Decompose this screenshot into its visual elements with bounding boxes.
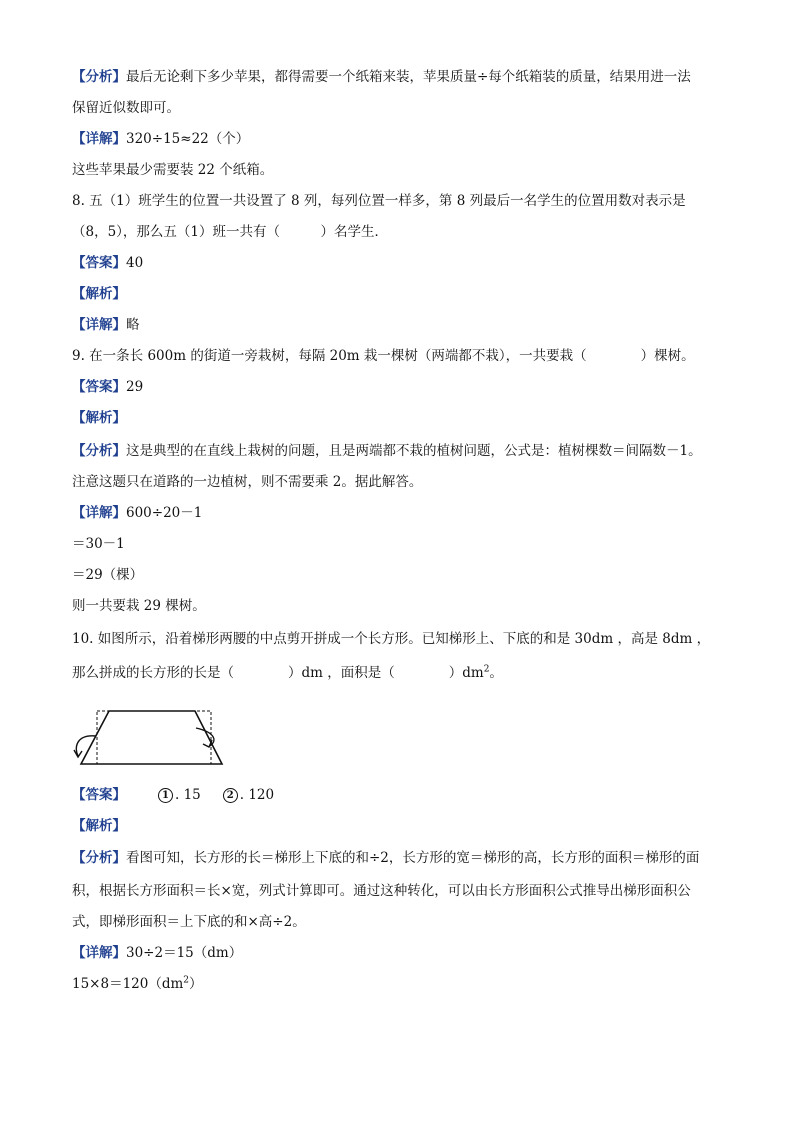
prev-analysis-line1: 【分析】最后无论剩下多少苹果，都得需要一个纸箱来装，苹果质量÷每个纸箱装的质量，结果用进一法 [72,69,691,85]
q9-step2: ＝30－1 [72,536,125,552]
q10-fenxi-line2: 积，根据长方形面积＝长×宽，列式计算即可。通过这种转化，可以由长方形面积公式推导出梯形面积公 [72,883,691,899]
answer-number-1: 1 [158,788,173,803]
fenxi-tag: 【分析】 [72,443,126,459]
q8-detail: 【详解】略 [72,317,140,333]
q8-answer: 【答案】40 [72,255,144,271]
detail-tag: 【详解】 [72,505,126,521]
q10-fenxi-line3: 式，即梯形面积＝上下底的和×高÷2。 [72,914,306,930]
answer-number-2: 2 [223,788,238,803]
detail-tag: 【详解】 [72,945,126,961]
q10-fenxi-line1: 【分析】看图可知，长方形的长＝梯形上下底的和÷2，长方形的宽＝梯形的高，长方形的面积＝梯形的面 [72,850,700,866]
q9-conclusion: 则一共要栽 29 棵树。 [72,598,206,614]
q9-detail-step1: 【详解】600÷20－1 [72,505,203,521]
prev-analysis-line2: 保留近似数即可。 [72,100,180,116]
detail-tag: 【详解】 [72,131,126,147]
prev-conclusion: 这些苹果最少需要装 22 个纸箱。 [72,162,274,178]
q8-text-line1: 8. 五（1）班学生的位置一共设置了 8 列，每列位置一样多，第 8 列最后一名学生的位置用数对表示是 [72,193,686,209]
q9-text: 9. 在一条长 600m 的街道一旁栽树，每隔 20m 栽一棵树（两端都不栽），一共要栽（ ）棵树。 [72,348,695,364]
q10-text-line2: 那么拼成的长方形的长是（ ）dm ，面积是（ ）$dm^2$。 [72,664,503,681]
q9-answer: 【答案】29 [72,379,144,395]
analysis-tag: 【分析】 [72,69,126,85]
q8-analysis-tag: 【解析】 [72,286,126,302]
q10-step2: $15\times 8=120(dm^2)$ [72,975,203,992]
rectangle-dashed-outline [97,711,211,764]
q9-fenxi-line2: 注意这题只在道路的一边植树，则不需要乘 2。据此解答。 [72,474,423,490]
prev-detail: 【详解】320÷15≈22（个） [72,131,250,147]
trapezoid-figure [72,704,232,768]
left-arrowhead [74,750,82,757]
q9-fenxi-line1: 【分析】这是典型的在直线上栽树的问题，且是两端都不栽的植树问题，公式是：植树棵数＝间隔数－1。 [72,443,702,459]
q8-text-line2: （8，5），那么五（1）班一共有（ ）名学生． [72,224,389,240]
q10-analysis-tag: 【解析】 [72,818,126,834]
answer-tag: 【答案】 [72,379,126,395]
detail-tag: 【详解】 [72,317,126,333]
trapezoid-shape [81,711,222,764]
fenxi-tag: 【分析】 [72,850,126,866]
q9-analysis-tag: 【解析】 [72,410,126,426]
q10-answer: 【答案】 1 . 15 2 . 120 [72,787,275,803]
answer-tag: 【答案】 [72,255,126,271]
q9-step3: ＝29（棵） [72,567,144,583]
q10-detail-step1: 【详解】30÷2＝15（dm） [72,945,243,961]
q10-text-line1: 10. 如图所示，沿着梯形两腰的中点剪开拼成一个长方形。已知梯形上、下底的和是 30dm ，高是 8dm ， [72,631,711,647]
answer-tag: 【答案】 [72,787,126,803]
